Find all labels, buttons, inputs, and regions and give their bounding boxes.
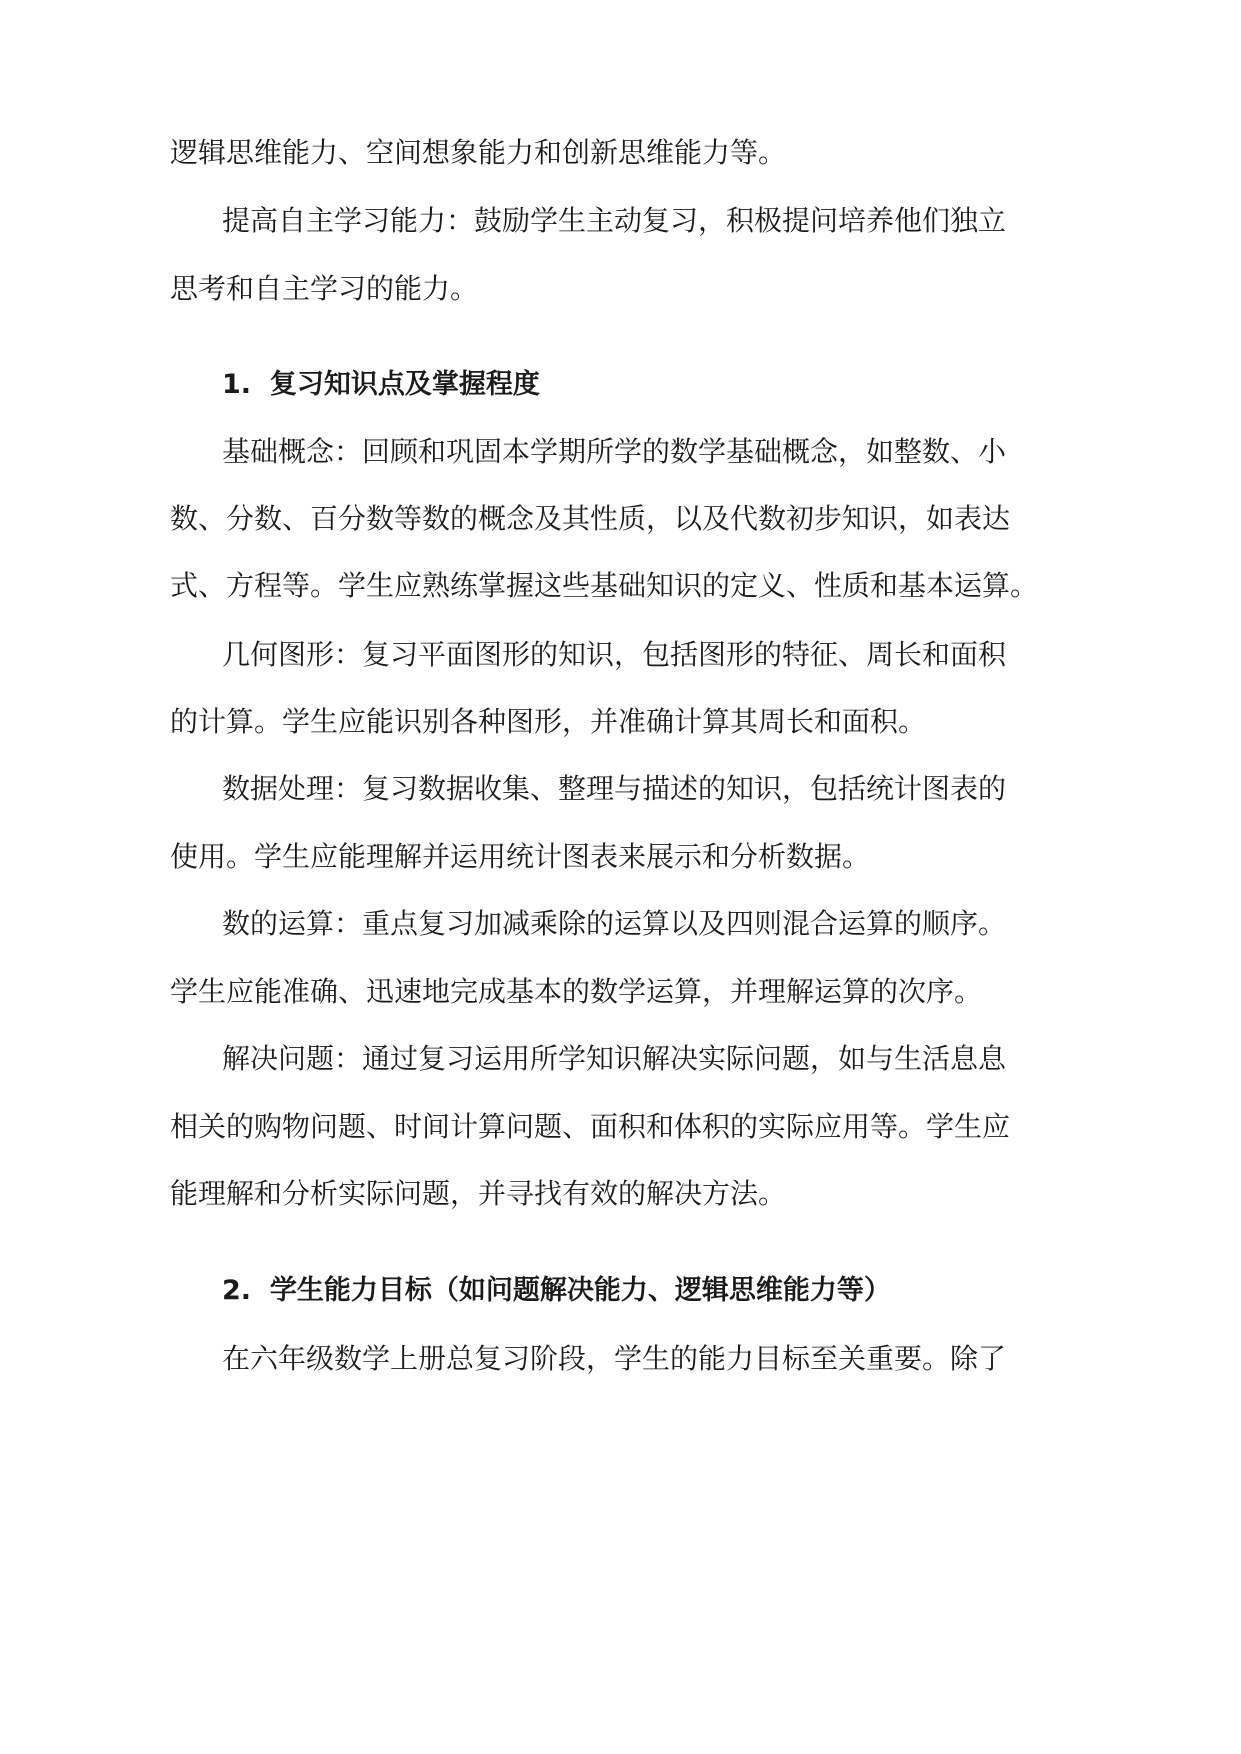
paragraph-line: [0, 1172, 1241, 1216]
text-line: 数据处理：复习数据收集、整理与描述的知识，包括统计图表的: [222, 772, 1007, 805]
text-line: 学生应能准确、迅速地完成基本的数学运算，并理解运算的次序。: [170, 975, 983, 1008]
paragraph-line: [0, 199, 1241, 243]
text-line: 几何图形：复习平面图形的知识，包括图形的特征、周长和面积: [222, 638, 1007, 671]
paragraph-line: [0, 1105, 1241, 1149]
paragraph-line: [0, 430, 1241, 474]
section-heading-text: 2. 学生能力目标（如问题解决能力、逻辑思维能力等）: [222, 1275, 891, 1306]
section-heading: [0, 363, 1241, 407]
paragraph-line: [0, 902, 1241, 946]
paragraph-line: [0, 267, 1241, 311]
paragraph-line: [0, 1337, 1241, 1381]
text-line: 解决问题：通过复习运用所学知识解决实际问题，如与生活息息: [222, 1042, 1007, 1075]
text-line: 基础概念：回顾和巩固本学期所学的数学基础概念，如整数、小: [222, 435, 1007, 468]
paragraph-line: [0, 564, 1241, 608]
text-line: 逻辑思维能力、空间想象能力和创新思维能力等。: [170, 136, 787, 169]
text-line: 在六年级数学上册总复习阶段，学生的能力目标至关重要。除了: [222, 1342, 1007, 1375]
paragraph-line: [0, 700, 1241, 744]
text-line: 数、分数、百分数等数的概念及其性质，以及代数初步知识，如表达: [170, 502, 1011, 535]
text-line: 思考和自主学习的能力。: [170, 272, 479, 305]
paragraph-line: [0, 767, 1241, 811]
text-line: 使用。学生应能理解并运用统计图表来展示和分析数据。: [170, 840, 871, 873]
paragraph-line: [0, 1037, 1241, 1081]
text-line: 的计算。学生应能识别各种图形，并准确计算其周长和面积。: [170, 705, 927, 738]
text-line: 提高自主学习能力：鼓励学生主动复习，积极提问培养他们独立: [222, 204, 1007, 237]
paragraph-line: [0, 835, 1241, 879]
text-line: 能理解和分析实际问题，并寻找有效的解决方法。: [170, 1177, 787, 1210]
text-line: 数的运算：重点复习加减乘除的运算以及四则混合运算的顺序。: [222, 907, 1007, 940]
paragraph-line: [0, 970, 1241, 1014]
paragraph-line: [0, 497, 1241, 541]
paragraph-line: [0, 131, 1241, 175]
text-line: 式、方程等。学生应熟练掌握这些基础知识的定义、性质和基本运算。: [170, 569, 1039, 602]
section-heading: [0, 1269, 1241, 1313]
paragraph-line: [0, 633, 1241, 677]
section-heading-text: 1. 复习知识点及掌握程度: [222, 369, 540, 400]
text-line: 相关的购物问题、时间计算问题、面积和体积的实际应用等。学生应: [170, 1110, 1011, 1143]
